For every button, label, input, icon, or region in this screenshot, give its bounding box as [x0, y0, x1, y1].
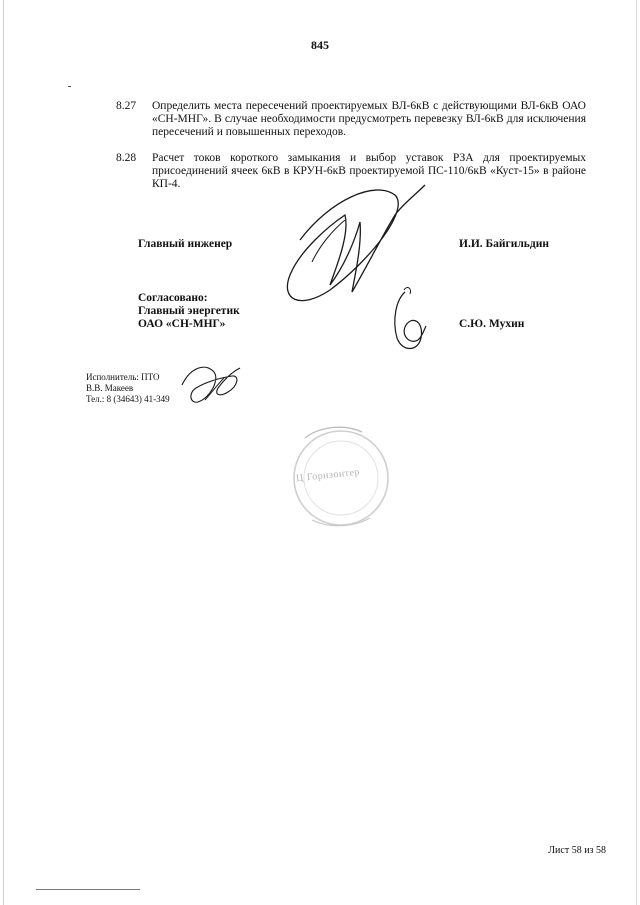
approved-label: Согласовано: — [138, 292, 208, 304]
item-text: Расчет токов короткого замыкания и выбор уставок РЗА для проектируемых присоединений ячеек 6кВ в КРУН-6кВ проектируемой ПС-110/6кВ «Куст-15» в районе КП-4. — [152, 152, 586, 190]
page-number: 845 — [311, 38, 329, 52]
stamp-text: Ц Горизонтер — [295, 466, 361, 485]
item-number: 8.28 — [116, 152, 137, 164]
executor-line-2: В.В. Макеев — [86, 383, 134, 393]
item-number: 8.27 — [116, 100, 137, 112]
footnote-rule — [36, 889, 140, 890]
executor-line-3: Тел.: 8 (34643) 41-349 — [86, 394, 170, 404]
executor-line-1: Исполнитель: ПТО — [86, 372, 160, 382]
approved-name: С.Ю. Мухин — [459, 318, 525, 330]
approved-title: Главный энергетик — [138, 305, 240, 317]
chief-engineer-title: Главный инженер — [138, 238, 233, 250]
chief-engineer-name: И.И. Байгильдин — [459, 238, 549, 250]
item-text: Определить места пересечений проектируемых ВЛ-6кВ с действующими ВЛ-6кВ ОАО «СН-МНГ». В случае необходимости предусмотреть перевезку ВЛ-6кВ для исключения пересечений и повышенных переходов. — [152, 100, 586, 138]
approved-org: ОАО «СН-МНГ» — [138, 318, 226, 330]
sheet-footer: Лист 58 из 58 — [548, 845, 606, 856]
